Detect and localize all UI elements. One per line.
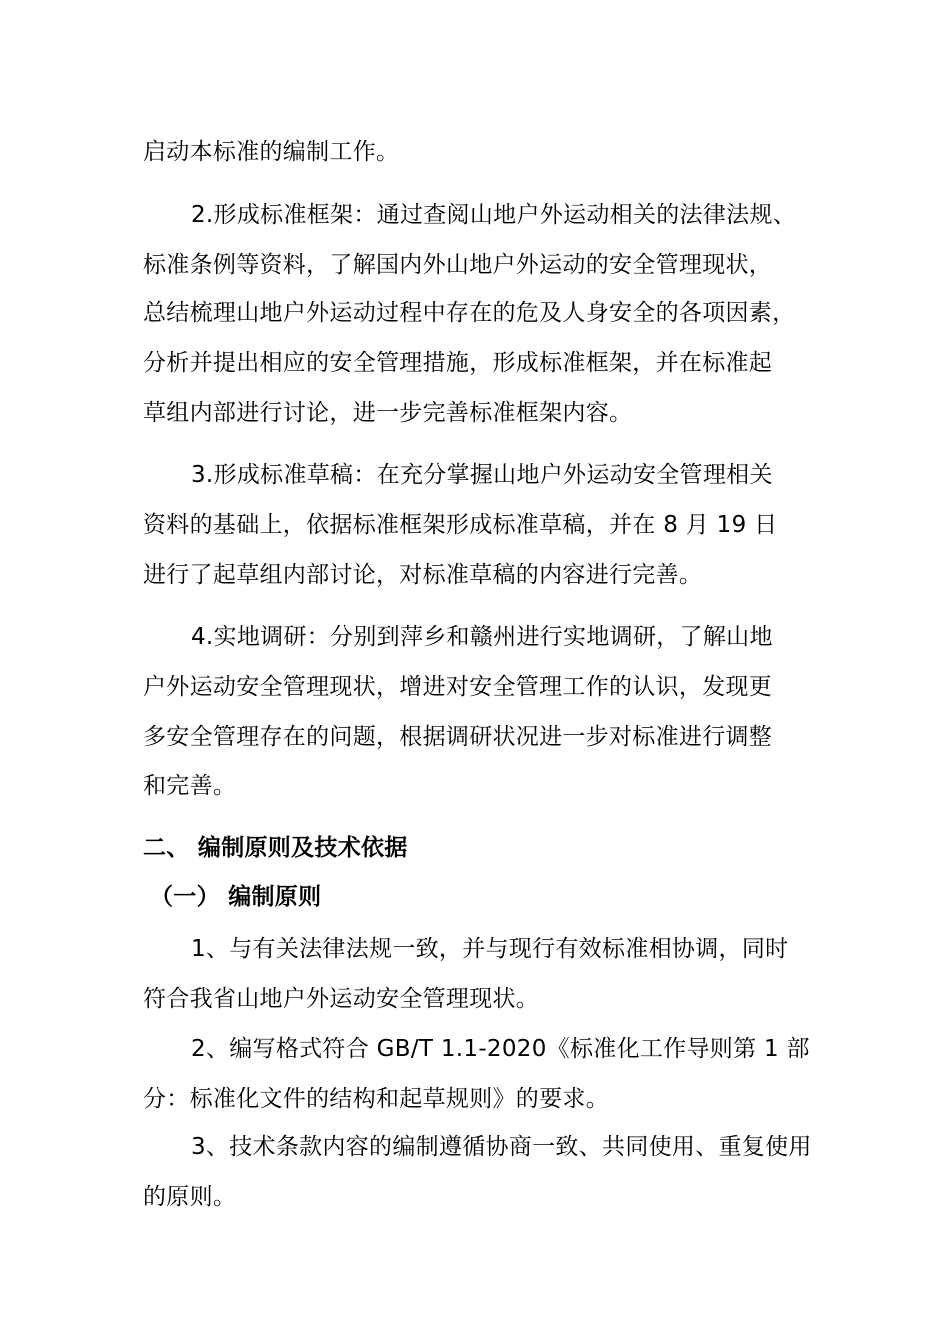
paragraph-line: 4.实地调研：分别到萍乡和赣州进行实地调研，了解山地 <box>191 624 773 650</box>
paragraph-line: 启动本标准的编制工作。 <box>143 139 400 165</box>
paragraph-line: 2、编写格式符合 GB/T 1.1-2020《标准化工作导则第 1 部 <box>191 1036 810 1062</box>
subsection-heading: （一） 编制原则 <box>150 884 322 910</box>
paragraph-line: 标准条例等资料，了解国内外山地户外运动的安全管理现状， <box>143 252 773 278</box>
paragraph-line: 草组内部进行讨论，进一步完善标准框架内容。 <box>143 400 633 426</box>
paragraph-line: 分析并提出相应的安全管理措施，形成标准框架，并在标准起 <box>143 350 773 376</box>
section-heading: 二、 编制原则及技术依据 <box>143 835 408 861</box>
paragraph-line: 分：标准化文件的结构和起草规则》的要求。 <box>143 1086 609 1112</box>
paragraph-line: 多安全管理存在的问题，根据调研状况进一步对标准进行调整 <box>143 724 773 750</box>
paragraph-line: 资料的基础上，依据标准框架形成标准草稿，并在 8 月 19 日 <box>143 512 778 538</box>
paragraph-line: 的原则。 <box>143 1184 237 1210</box>
paragraph-line: 符合我省山地户外运动安全管理现状。 <box>143 986 540 1012</box>
paragraph-line: 3、技术条款内容的编制遵循协商一致、共同使用、重复使用 <box>191 1134 812 1160</box>
paragraph-line: 户外运动安全管理现状，增进对安全管理工作的认识，发现更 <box>143 674 773 700</box>
paragraph-line: 和完善。 <box>143 773 237 799</box>
paragraph-line: 进行了起草组内部讨论，对标准草稿的内容进行完善。 <box>143 562 703 588</box>
paragraph-line: 总结梳理山地户外运动过程中存在的危及人身安全的各项因素， <box>143 300 796 326</box>
paragraph-line: 1、与有关法律法规一致，并与现行有效标准相协调，同时 <box>191 936 789 962</box>
paragraph-line: 3.形成标准草稿：在充分掌握山地户外运动安全管理相关 <box>191 462 773 488</box>
paragraph-line: 2.形成标准框架：通过查阅山地户外运动相关的法律法规、 <box>191 202 797 228</box>
